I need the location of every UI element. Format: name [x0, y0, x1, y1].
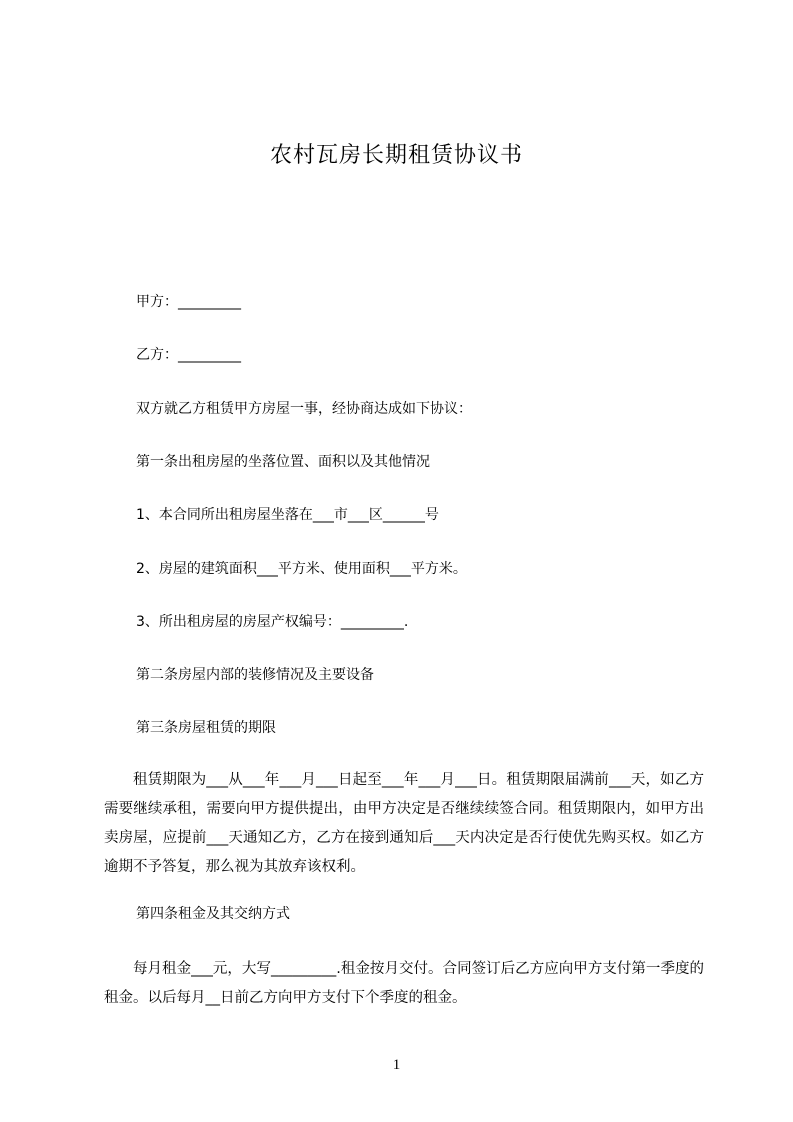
party-b-line: 乙方：_________ — [136, 347, 241, 363]
article1-heading: 第一条出租房屋的坐落位置、面积以及其他情况 — [136, 454, 430, 470]
article4-body: 每月租金___元，大写_________.租金按月交付。合同签订后乙方应向甲方支付第一季度的租金。以后每月__日前乙方向甲方支付下个季度的租金。 — [104, 961, 704, 1006]
page-number: 1 — [392, 1057, 401, 1073]
article3-heading: 第三条房屋租赁的期限 — [136, 720, 276, 736]
article2-heading: 第二条房屋内部的装修情况及主要设备 — [136, 667, 374, 683]
article1-item2: 2、房屋的建筑面积___平方米、使用面积___平方米。 — [136, 561, 467, 577]
document-title: 农村瓦房长期租赁协议书 — [269, 143, 523, 168]
party-a-line: 甲方：_________ — [136, 294, 241, 310]
intro-text: 双方就乙方租赁甲方房屋一事，经协商达成如下协议： — [136, 401, 472, 417]
article4-heading: 第四条租金及其交纳方式 — [136, 906, 290, 922]
article1-item3: 3、所出租房屋的房屋产权编号：_________. — [136, 614, 409, 630]
article3-body: 租赁期限为___从___年___月___日起至___年___月___日。租赁期限届满前___天，如乙方需要继续承租，需要向甲方提供提出，由甲方决定是否继续续签合同。租赁期限内，如甲方出卖房屋，应提前___天通知乙方，乙方在接到通知后___天内决定是否行使优先购买权。如乙方逾期不予答复，那么视为其放弃该权利。 — [104, 772, 704, 875]
article1-item1: 1、本合同所出租房屋坐落在___市___区______号 — [136, 507, 439, 523]
